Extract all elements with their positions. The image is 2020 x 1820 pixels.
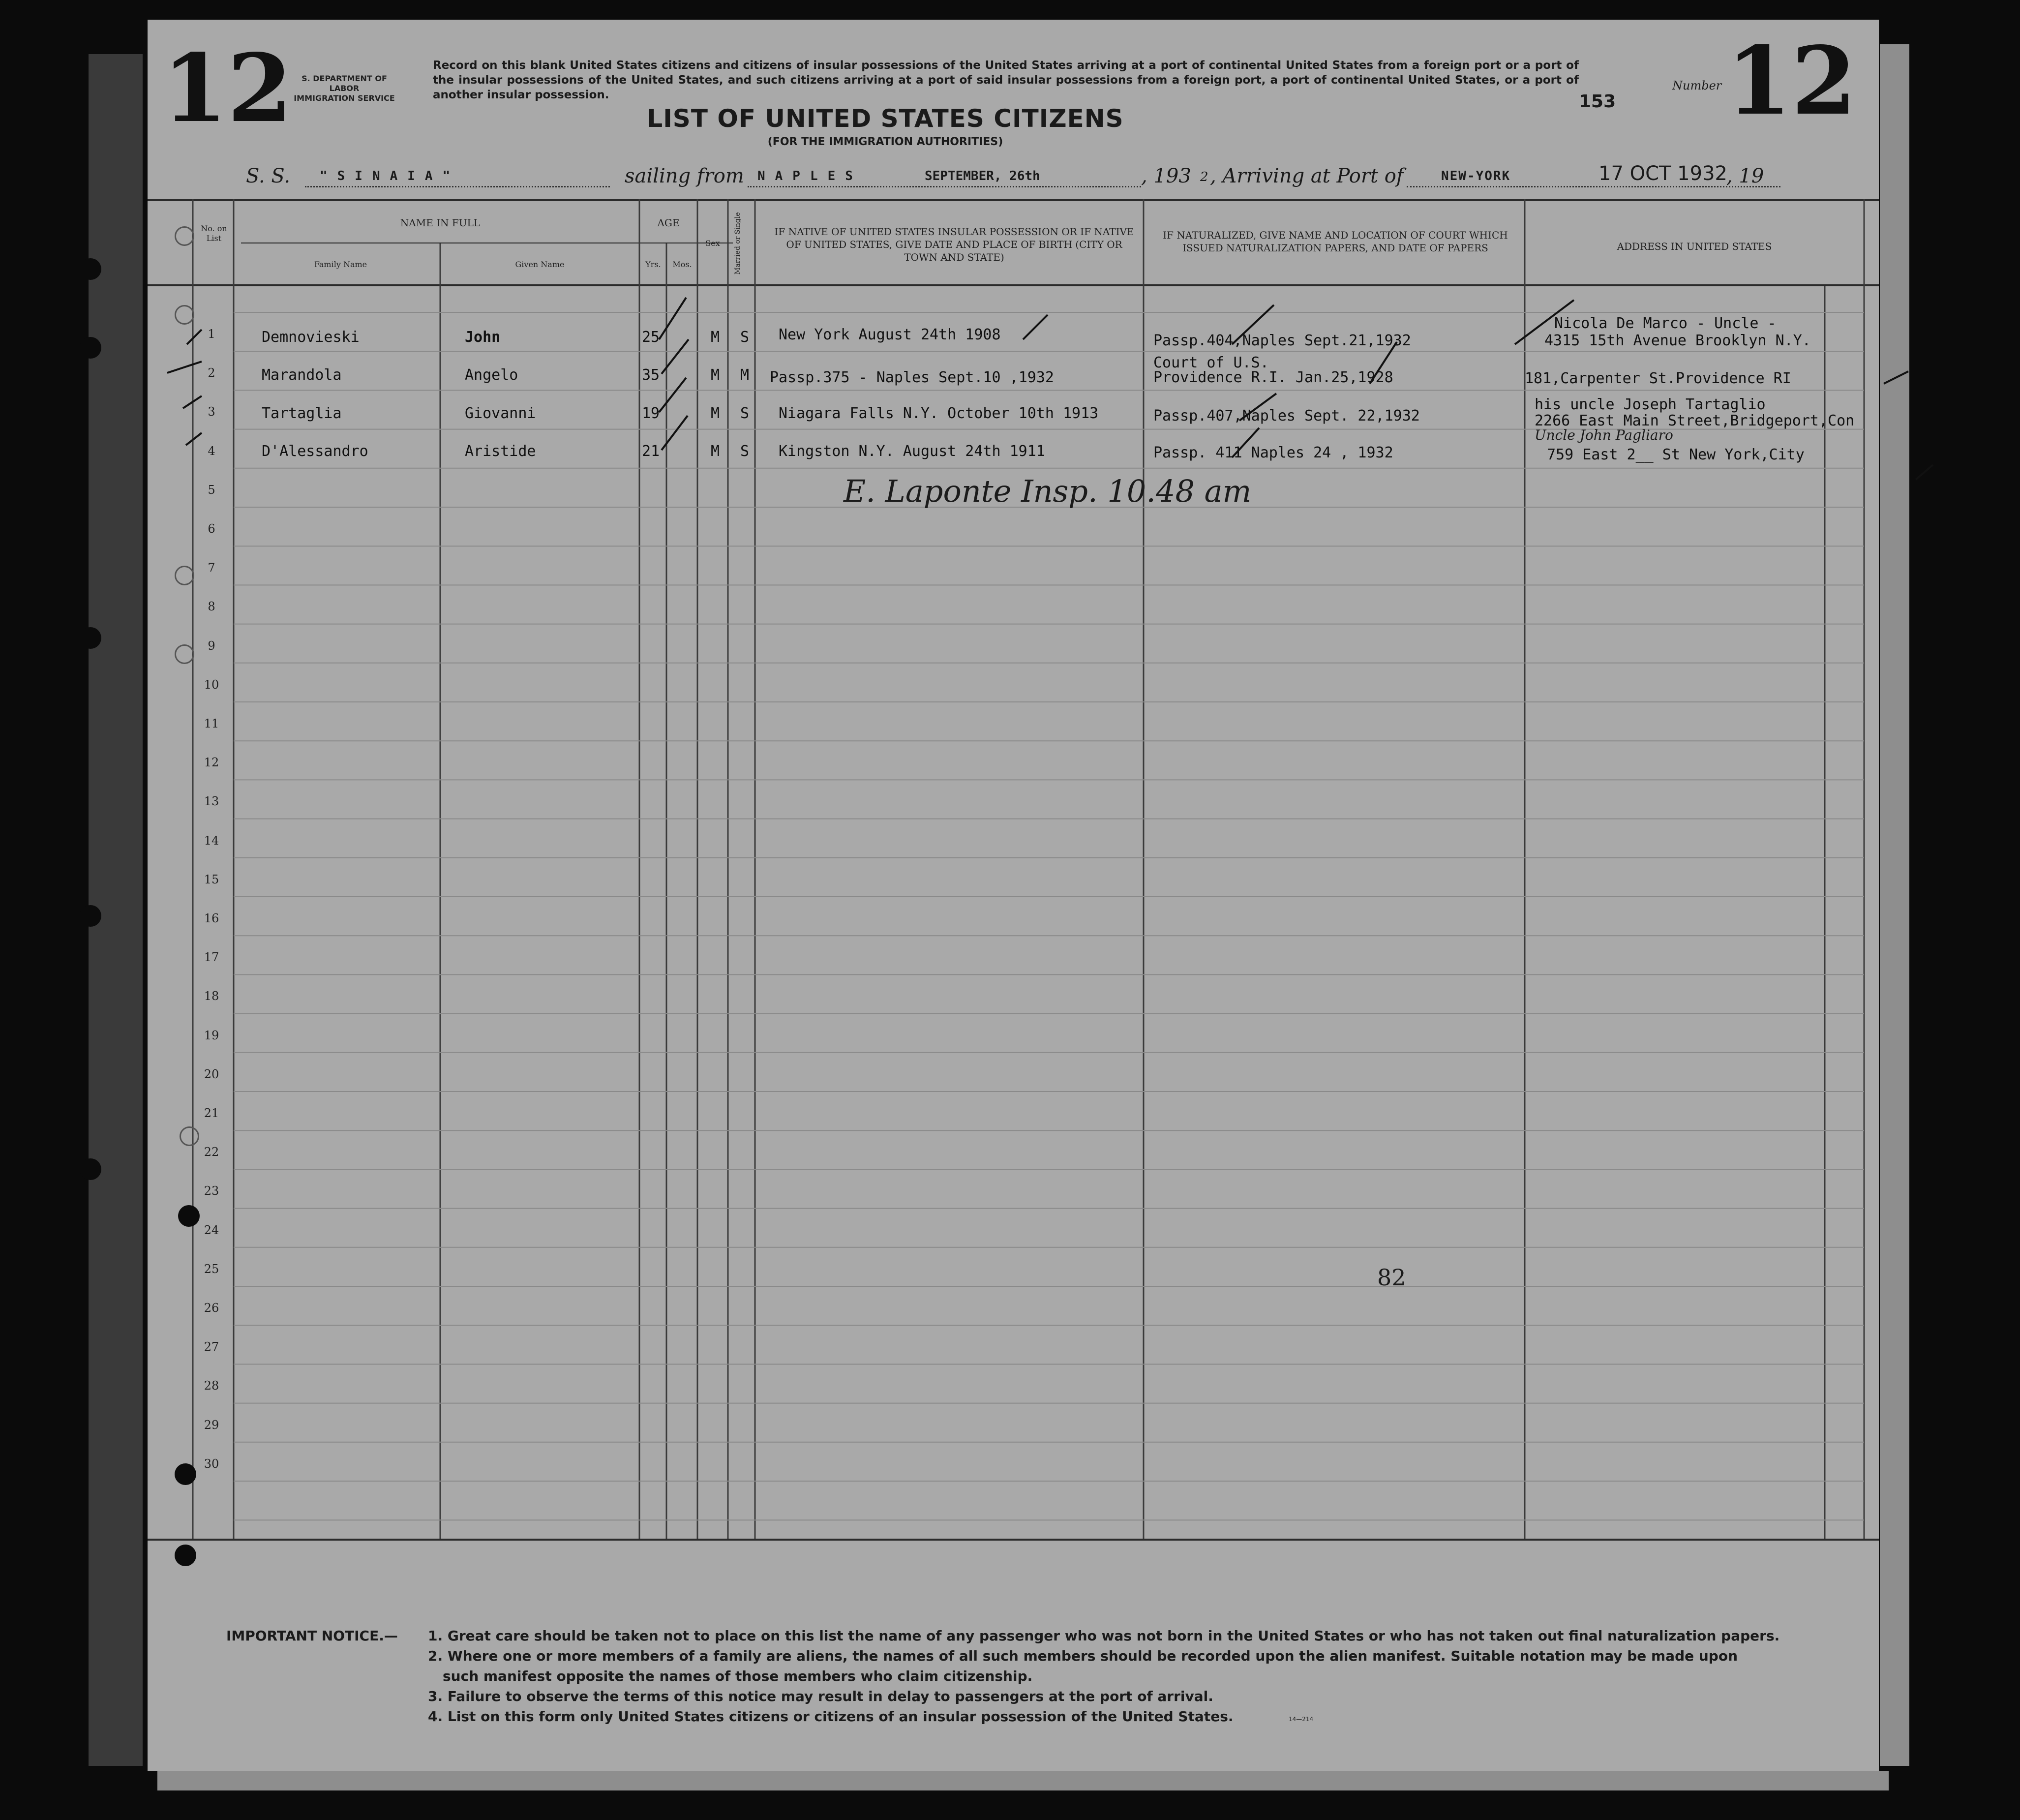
col-header-naturalized: IF NATURALIZED, GIVE NAME AND LOCATION OF COURT WHICH ISSUED NATURALIZATION PAPERS, AND DATE OF PAPERS [1163, 229, 1508, 254]
row-number: 28 [204, 1379, 219, 1393]
row-number: 19 [204, 1028, 219, 1042]
year-suffix: 2 [1200, 170, 1208, 184]
form-title: LIST OF UNITED STATES CITIZENS [647, 104, 1124, 133]
row-number: 8 [208, 600, 215, 614]
sex-cell: M [711, 405, 720, 422]
address-handwritten: Uncle John Pagliaro [1535, 427, 1673, 443]
binder-hole [178, 1205, 200, 1227]
date-from: SEPTEMBER, 26th [925, 169, 1040, 183]
naturalized-cell: Court of U.S. [1153, 354, 1269, 371]
address-cell-line2: 759 East 2__ St New York,City [1547, 446, 1805, 463]
row-number: 18 [204, 989, 219, 1003]
sailing-label: sailing from [625, 165, 744, 187]
arrival-year-label: , 19 [1726, 165, 1764, 187]
row-number: 29 [204, 1418, 219, 1432]
row-number: 4 [208, 444, 215, 458]
row-number: 27 [204, 1340, 219, 1354]
row-number: 13 [204, 794, 219, 809]
ss-label: S. S. [246, 165, 291, 187]
row-number: 2 [208, 366, 215, 380]
col-header-mos: Mos. [672, 260, 692, 269]
row-number: 9 [208, 638, 215, 653]
row-number: 3 [208, 405, 215, 419]
marital-cell: S [740, 329, 750, 346]
age-years-cell: 19 [642, 405, 660, 422]
family-name-cell: Tartaglia [262, 405, 342, 422]
given-name-cell: John [465, 329, 501, 346]
port-from: NAPLES [757, 169, 863, 183]
form-subtitle: (FOR THE IMMIGRATION AUTHORITIES) [767, 136, 1003, 148]
row-number: 1 [208, 327, 215, 341]
col-header-family-name: Family Name [314, 260, 367, 269]
naturalized-cell-line2: Providence R.I. Jan.25,1928 [1153, 369, 1393, 386]
binder-hole [80, 627, 101, 649]
age-years-cell: 21 [642, 443, 660, 460]
age-years-cell: 35 [642, 366, 660, 384]
address-cell: 181,Carpenter St.Providence RI [1525, 370, 1791, 387]
binder-hole [80, 258, 101, 280]
row-number: 20 [204, 1067, 219, 1081]
birth-cell: New York August 24th 1908 [779, 326, 1001, 343]
family-name-cell: D'Alessandro [262, 443, 368, 460]
birth-cell: Passp.375 - Naples Sept.10 ,1932 [770, 369, 1054, 386]
binder-hole [175, 1545, 196, 1566]
row-number: 10 [204, 677, 219, 692]
row-number: 23 [204, 1184, 219, 1198]
binder-hole [80, 905, 101, 927]
row-number: 26 [204, 1301, 219, 1315]
row-number: 16 [204, 911, 219, 925]
department-stamp-line1: S. DEPARTMENT OF LABOR [301, 74, 387, 93]
col-header-birth: IF NATIVE OF UNITED STATES INSULAR POSSESSION OR IF NATIVE OF UNITED STATES, GIVE DATE AND PLACE OF BIRTH (CITY OR TOWN AND STATE) [774, 226, 1134, 263]
birth-cell: Niagara Falls N.Y. October 10th 1913 [779, 405, 1099, 422]
notice-item-2-cont: such manifest opposite the names of those members who claim citizenship. [443, 1668, 1033, 1684]
row-number: 12 [204, 756, 219, 770]
notice-heading: IMPORTANT NOTICE.— [226, 1628, 398, 1644]
given-name-cell: Angelo [465, 366, 518, 384]
intro-text: Record on this blank United States citizens and citizens of insular possessions of the United States arriving at a port of continental United States from a foreign port or a port of the insular possessions of the United States, and such citizens arriving at a port of said insular possessions from a foreign port, a port of continental United States, or a port of another insular possession. [433, 59, 1579, 101]
address-cell: his uncle Joseph Tartaglio [1535, 396, 1766, 413]
family-name-cell: Marandola [262, 366, 342, 384]
row-number: 30 [204, 1456, 219, 1471]
year-prefix: , 193 [1141, 165, 1191, 187]
marital-cell: S [740, 405, 750, 422]
col-header-name-in-full: NAME IN FULL [400, 217, 481, 229]
form-number: 14—214 [1289, 1716, 1314, 1723]
row-number: 11 [204, 717, 219, 730]
binder-ring [175, 644, 194, 664]
birth-cell: Kingston N.Y. August 24th 1911 [779, 443, 1045, 460]
col-header-given-name: Given Name [515, 260, 565, 269]
binder-hole [175, 1463, 196, 1485]
naturalized-cell: Passp.407,Naples Sept. 22,1932 [1153, 407, 1420, 425]
sex-cell: M [711, 329, 720, 346]
row-number: 24 [204, 1223, 219, 1237]
stamp-number-right: 12 [1726, 26, 1857, 136]
naturalized-cell: Passp. 411 Naples 24 , 1932 [1153, 444, 1393, 461]
address-cell-line2: 2266 East Main Street,Bridgeport,Con [1535, 412, 1855, 429]
row-number: 15 [204, 872, 219, 886]
arriving-label: , Arriving at Port of [1210, 165, 1404, 187]
row-number: 17 [204, 950, 219, 965]
given-name-cell: Aristide [465, 443, 536, 460]
naturalized-cell: Passp.404,Naples Sept.21,1932 [1153, 332, 1411, 349]
marital-cell: M [740, 366, 750, 384]
col-header-married-single: Married or Single [734, 212, 742, 275]
given-name-cell: Giovanni [465, 405, 536, 422]
col-header-yrs: Yrs. [645, 260, 661, 269]
address-cell: Nicola De Marco - Uncle - [1554, 315, 1777, 332]
binder-ring [175, 226, 194, 246]
binder-hole [80, 337, 101, 359]
row-number: 21 [204, 1106, 219, 1120]
department-stamp-line2: IMMIGRATION SERVICE [294, 93, 395, 103]
col-header-address: ADDRESS IN UNITED STATES [1617, 241, 1772, 252]
col-header-age: AGE [657, 217, 680, 229]
family-name-cell: Demnovieski [262, 329, 360, 346]
notice-item-4: 4. List on this form only United States citizens or citizens of an insular possession of the United States. [428, 1708, 1234, 1725]
col-header-sex: Sex [705, 239, 720, 248]
inspector-signature: E. Laponte Insp. 10.48 am [844, 473, 1252, 509]
row-number: 6 [208, 522, 215, 536]
page-mark: 82 [1377, 1264, 1406, 1291]
marital-cell: S [740, 443, 750, 460]
age-years-cell: 25 [642, 329, 660, 346]
binder-ring [175, 305, 194, 325]
row-number: 5 [208, 483, 215, 497]
notice-item-2: 2. Where one or more members of a family are aliens, the names of all such members should be recorded upon the alien manifest. Suitable notation may be made upon [428, 1648, 1738, 1664]
row-number: 14 [204, 833, 219, 848]
binder-ring [175, 566, 194, 585]
notice-item-3: 3. Failure to observe the terms of this notice may result in delay to passengers at the port of arrival. [428, 1688, 1213, 1704]
binder-ring [180, 1126, 199, 1146]
sex-cell: M [711, 443, 720, 460]
col-header-no-on-list: No. on List [201, 224, 227, 243]
ship-name: "SINAIA" [320, 169, 460, 183]
stamp-number-left: 12 [162, 33, 293, 143]
arrival-date-stamp: 17 OCT 1932 [1598, 162, 1727, 185]
sheet-number: 153 [1579, 91, 1616, 112]
address-cell-line2: 4315 15th Avenue Brooklyn N.Y. [1544, 332, 1811, 349]
row-number: 7 [208, 561, 215, 575]
notice-item-1: 1. Great care should be taken not to place on this list the name of any passenger who was not born in the United States or who has not taken out final naturalization papers. [428, 1628, 1780, 1644]
row-number: 25 [204, 1262, 219, 1276]
port-to: NEW-YORK [1441, 169, 1511, 183]
number-label: Number [1672, 79, 1722, 92]
sex-cell: M [711, 366, 720, 384]
binder-hole [80, 1158, 101, 1180]
row-number: 22 [204, 1145, 219, 1159]
